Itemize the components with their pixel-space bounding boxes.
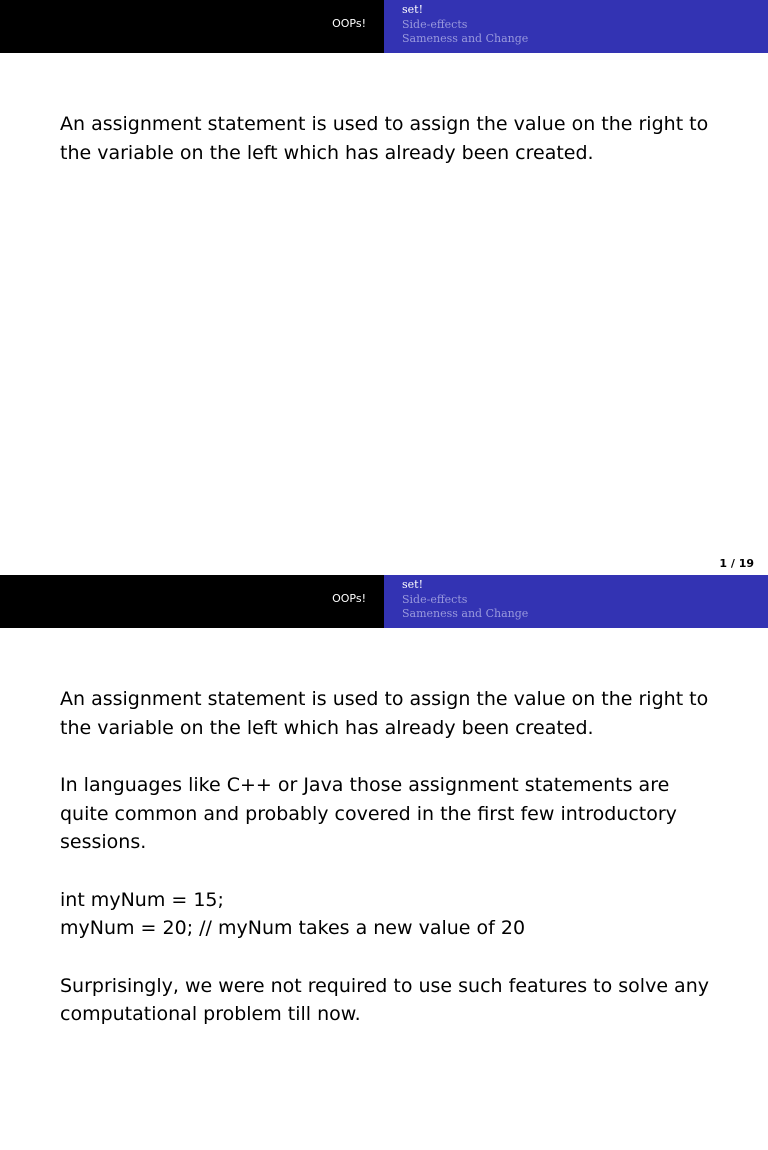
slide-header bbox=[0, 575, 768, 628]
paragraph-assignment-definition: An assignment statement is used to assign the value on the right to the variable on the left which has already been created. bbox=[60, 688, 709, 739]
section-link-set[interactable]: set! bbox=[402, 3, 423, 16]
deck-title: OOPs! bbox=[332, 592, 366, 605]
deck-title: OOPs! bbox=[332, 17, 366, 30]
header-right-panel bbox=[384, 0, 768, 53]
section-link-sameness-and-change[interactable]: Sameness and Change bbox=[402, 32, 529, 45]
header-left-panel bbox=[0, 0, 384, 53]
section-navigation bbox=[402, 578, 528, 622]
slide-content bbox=[60, 685, 720, 1058]
paragraph-surprisingly: Surprisingly, we were not required to use such features to solve any computational problem till now. bbox=[60, 974, 709, 1025]
section-link-set[interactable]: set! bbox=[402, 578, 423, 591]
header-right-panel bbox=[384, 575, 768, 628]
section-link-side-effects[interactable]: Side-effects bbox=[402, 17, 468, 31]
header-left-panel bbox=[0, 575, 384, 628]
paragraph-assignment-definition: An assignment statement is used to assign the value on the right to the variable on the left which has already been created. bbox=[60, 113, 709, 164]
page-number: 1 / 19 bbox=[719, 557, 754, 570]
slide-header bbox=[0, 0, 768, 53]
section-link-sameness-and-change[interactable]: Sameness and Change bbox=[402, 607, 529, 620]
section-navigation bbox=[402, 3, 528, 47]
paragraph-languages-note: In languages like C++ or Java those assignment statements are quite common and probably covered in the first few introductory sessions. bbox=[60, 774, 677, 853]
code-example: int myNum = 15; myNum = 20; // myNum takes a new value of 20 bbox=[60, 888, 526, 939]
section-link-side-effects[interactable]: Side-effects bbox=[402, 592, 468, 606]
slide-content bbox=[60, 110, 720, 196]
slide-2 bbox=[0, 575, 768, 1150]
